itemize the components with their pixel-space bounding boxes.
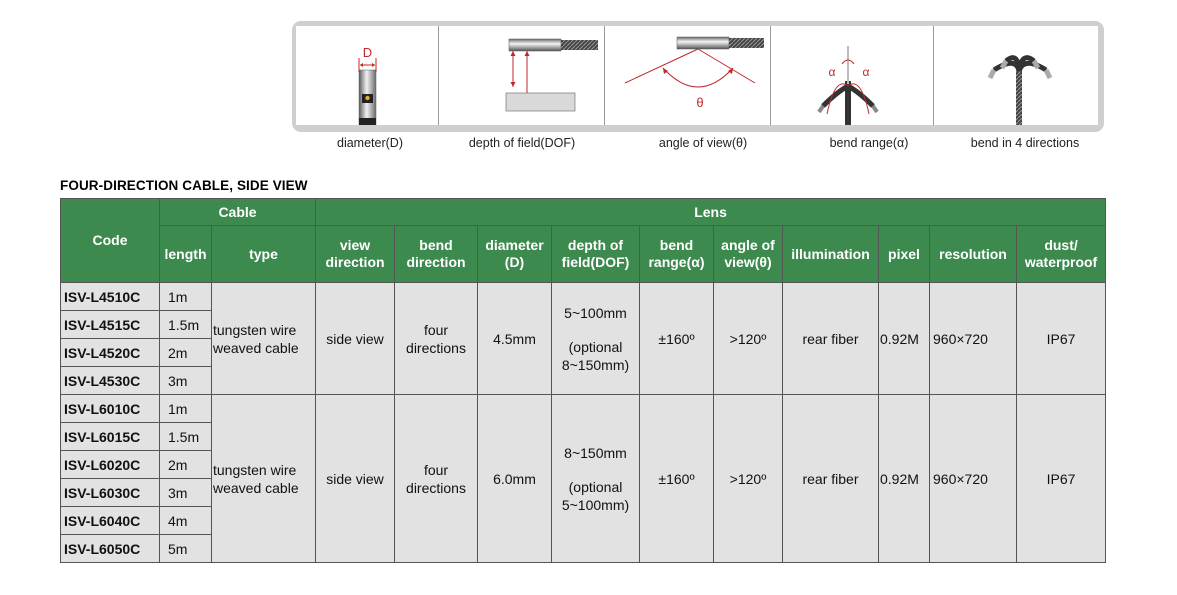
angle-of-view-panel xyxy=(605,26,771,125)
caption-diameter: diameter(D) xyxy=(337,136,403,150)
diameter-cell: 4.5mm xyxy=(478,283,552,395)
length-cell: 1.5m xyxy=(160,311,212,339)
bend-4-directions-icon xyxy=(934,26,1098,125)
illumination-cell: rear fiber xyxy=(783,395,879,563)
bend-direction-cell: four directions xyxy=(395,283,478,395)
bend-direction-cell: four directions xyxy=(395,395,478,563)
alpha-symbol-left: α xyxy=(828,65,836,79)
bend-range-panel xyxy=(771,26,934,125)
header-diameter: diameter (D) xyxy=(478,226,552,283)
header-cable: Cable xyxy=(160,199,316,226)
angle-of-view-cell: >120º xyxy=(714,283,783,395)
dof-cell: 5~100mm (optional 8~150mm) xyxy=(552,283,640,395)
header-lens: Lens xyxy=(316,199,1106,226)
illustration-strip xyxy=(292,21,1104,132)
header-bend-range: bend range(α) xyxy=(640,226,714,283)
header-code: Code xyxy=(61,199,160,283)
bend-4-directions-panel xyxy=(934,26,1098,125)
length-cell: 2m xyxy=(160,451,212,479)
header-angle-of-view: angle of view(θ) xyxy=(714,226,783,283)
bend-range-cell: ±160º xyxy=(640,283,714,395)
diameter-panel xyxy=(296,26,439,125)
pixel-cell: 0.92M xyxy=(879,283,930,395)
length-cell: 4m xyxy=(160,507,212,535)
code-cell: ISV-L6015C xyxy=(61,423,160,451)
header-length: length xyxy=(160,226,212,283)
theta-symbol: θ xyxy=(696,95,704,110)
diameter-icon xyxy=(296,26,439,125)
table-row xyxy=(61,283,1106,311)
header-depth-of-field: depth of field(DOF) xyxy=(552,226,640,283)
code-cell: ISV-L4520C xyxy=(61,339,160,367)
length-cell: 1.5m xyxy=(160,423,212,451)
header-bend-direction: bend direction xyxy=(395,226,478,283)
length-cell: 1m xyxy=(160,283,212,311)
resolution-cell: 960×720 xyxy=(930,395,1017,563)
length-cell: 5m xyxy=(160,535,212,563)
code-cell: ISV-L6010C xyxy=(61,395,160,423)
dust-waterproof-cell: IP67 xyxy=(1017,283,1106,395)
code-cell: ISV-L6040C xyxy=(61,507,160,535)
caption-angle-of-view: angle of view(θ) xyxy=(658,136,748,150)
header-type: type xyxy=(212,226,316,283)
view-direction-cell: side view xyxy=(316,283,395,395)
code-cell: ISV-L4515C xyxy=(61,311,160,339)
code-cell: ISV-L6030C xyxy=(61,479,160,507)
alpha-symbol-right: α xyxy=(862,65,870,79)
table-row xyxy=(61,395,1106,423)
header-illumination: illumination xyxy=(783,226,879,283)
header-dust-waterproof: dust/ waterproof xyxy=(1017,226,1106,283)
depth-of-field-icon xyxy=(439,26,605,125)
length-cell: 2m xyxy=(160,339,212,367)
caption-depth-of-field: depth of field(DOF) xyxy=(468,136,576,150)
caption-bend-4-directions: bend in 4 directions xyxy=(970,136,1080,150)
angle-of-view-icon xyxy=(605,26,771,125)
code-cell: ISV-L6020C xyxy=(61,451,160,479)
length-cell: 3m xyxy=(160,367,212,395)
caption-bend-range: bend range(α) xyxy=(829,136,909,150)
bend-range-icon xyxy=(771,26,934,125)
length-cell: 3m xyxy=(160,479,212,507)
code-cell: ISV-L4510C xyxy=(61,283,160,311)
view-direction-cell: side view xyxy=(316,395,395,563)
code-cell: ISV-L4530C xyxy=(61,367,160,395)
code-cell: ISV-L6050C xyxy=(61,535,160,563)
length-cell: 1m xyxy=(160,395,212,423)
header-pixel: pixel xyxy=(879,226,930,283)
table-title: FOUR-DIRECTION CABLE, SIDE VIEW xyxy=(60,178,308,193)
resolution-cell: 960×720 xyxy=(930,283,1017,395)
angle-of-view-cell: >120º xyxy=(714,395,783,563)
diameter-symbol: D xyxy=(362,45,373,60)
header-resolution: resolution xyxy=(930,226,1017,283)
bend-range-cell: ±160º xyxy=(640,395,714,563)
illumination-cell: rear fiber xyxy=(783,283,879,395)
diameter-cell: 6.0mm xyxy=(478,395,552,563)
type-cell: tungsten wire weaved cable xyxy=(212,395,316,563)
header-view-direction: view direction xyxy=(316,226,395,283)
dof-cell: 8~150mm (optional 5~100mm) xyxy=(552,395,640,563)
depth-of-field-panel xyxy=(439,26,605,125)
dust-waterproof-cell: IP67 xyxy=(1017,395,1106,563)
type-cell: tungsten wire weaved cable xyxy=(212,283,316,395)
spec-table xyxy=(60,198,1106,563)
illustration-panels xyxy=(296,26,1098,125)
pixel-cell: 0.92M xyxy=(879,395,930,563)
